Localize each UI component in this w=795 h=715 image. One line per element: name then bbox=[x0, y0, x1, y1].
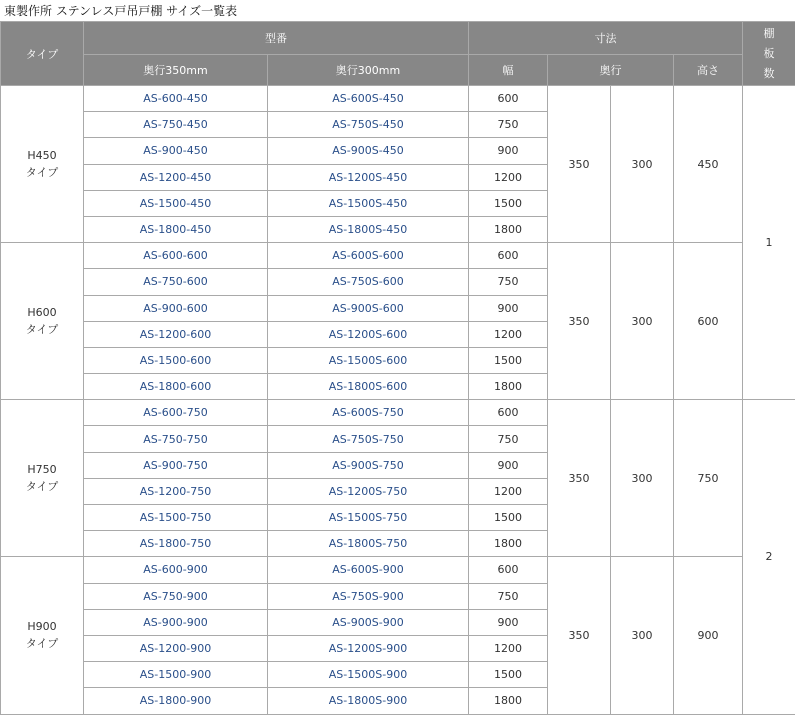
depth-350-cell: 350 bbox=[548, 557, 611, 714]
width-cell: 750 bbox=[469, 269, 548, 295]
table-row bbox=[1, 400, 795, 426]
model-300: AS-1200S-450 bbox=[268, 164, 469, 190]
header-shelf-count bbox=[743, 22, 795, 86]
width-cell: 750 bbox=[469, 426, 548, 452]
depth-350-cell: 350 bbox=[548, 86, 611, 243]
depth-300-cell: 300 bbox=[611, 557, 674, 714]
model-300: AS-1200S-900 bbox=[268, 635, 469, 661]
model-350: AS-1200-750 bbox=[84, 478, 268, 504]
width-cell: 900 bbox=[469, 295, 548, 321]
width-cell: 900 bbox=[469, 138, 548, 164]
model-350: AS-1200-600 bbox=[84, 321, 268, 347]
model-350: AS-1800-900 bbox=[84, 688, 268, 714]
width-cell: 900 bbox=[469, 452, 548, 478]
header-type: タイプ bbox=[1, 22, 84, 86]
height-cell: 450 bbox=[674, 86, 743, 243]
table-row bbox=[1, 243, 795, 269]
width-cell: 1800 bbox=[469, 374, 548, 400]
width-cell: 600 bbox=[469, 86, 548, 112]
model-300: AS-750S-600 bbox=[268, 269, 469, 295]
width-cell: 600 bbox=[469, 400, 548, 426]
header-shelf-count-char: 棚 bbox=[743, 24, 795, 44]
header-shelf-count-char: 板 bbox=[743, 44, 795, 64]
header-width: 幅 bbox=[469, 55, 548, 86]
header-depth-300: 奥行300mm bbox=[268, 55, 469, 86]
model-300: AS-1500S-450 bbox=[268, 190, 469, 216]
width-cell: 1500 bbox=[469, 347, 548, 373]
header-model: 型番 bbox=[84, 22, 469, 55]
model-350: AS-600-750 bbox=[84, 400, 268, 426]
width-cell: 750 bbox=[469, 112, 548, 138]
type-name: H750 bbox=[27, 463, 56, 476]
header-depth: 奥行 bbox=[548, 55, 674, 86]
page-title: 東製作所 ステンレス戸吊戸棚 サイズ一覧表 bbox=[4, 2, 237, 20]
model-300: AS-1500S-750 bbox=[268, 505, 469, 531]
width-cell: 1800 bbox=[469, 531, 548, 557]
depth-350-cell: 350 bbox=[548, 400, 611, 557]
height-cell: 600 bbox=[674, 243, 743, 400]
model-300: AS-1800S-750 bbox=[268, 531, 469, 557]
model-350: AS-1500-600 bbox=[84, 347, 268, 373]
width-cell: 1800 bbox=[469, 216, 548, 242]
model-350: AS-750-600 bbox=[84, 269, 268, 295]
model-300: AS-1800S-900 bbox=[268, 688, 469, 714]
model-350: AS-750-450 bbox=[84, 112, 268, 138]
width-cell: 1200 bbox=[469, 635, 548, 661]
model-300: AS-750S-450 bbox=[268, 112, 469, 138]
model-350: AS-1200-450 bbox=[84, 164, 268, 190]
model-350: AS-900-750 bbox=[84, 452, 268, 478]
width-cell: 1800 bbox=[469, 688, 548, 714]
model-300: AS-1800S-450 bbox=[268, 216, 469, 242]
type-suffix: タイプ bbox=[26, 480, 58, 493]
model-300: AS-600S-900 bbox=[268, 557, 469, 583]
model-350: AS-750-750 bbox=[84, 426, 268, 452]
type-name: H450 bbox=[27, 149, 56, 162]
header-height: 高さ bbox=[674, 55, 743, 86]
width-cell: 900 bbox=[469, 609, 548, 635]
type-name: H900 bbox=[27, 620, 56, 633]
width-cell: 1200 bbox=[469, 164, 548, 190]
width-cell: 600 bbox=[469, 243, 548, 269]
table-row bbox=[1, 557, 795, 583]
model-300: AS-900S-750 bbox=[268, 452, 469, 478]
model-350: AS-600-600 bbox=[84, 243, 268, 269]
header-shelf-count-char: 数 bbox=[743, 64, 795, 84]
model-300: AS-600S-450 bbox=[268, 86, 469, 112]
type-suffix: タイプ bbox=[26, 323, 58, 336]
model-350: AS-1800-450 bbox=[84, 216, 268, 242]
shelf-count-cell: 2 bbox=[743, 400, 795, 714]
model-350: AS-600-900 bbox=[84, 557, 268, 583]
model-300: AS-900S-900 bbox=[268, 609, 469, 635]
width-cell: 1200 bbox=[469, 321, 548, 347]
header-depth-350: 奥行350mm bbox=[84, 55, 268, 86]
model-300: AS-1200S-750 bbox=[268, 478, 469, 504]
model-300: AS-750S-900 bbox=[268, 583, 469, 609]
depth-350-cell: 350 bbox=[548, 243, 611, 400]
width-cell: 1500 bbox=[469, 662, 548, 688]
model-300: AS-600S-750 bbox=[268, 400, 469, 426]
size-table bbox=[0, 21, 795, 715]
model-350: AS-750-900 bbox=[84, 583, 268, 609]
type-name: H600 bbox=[27, 306, 56, 319]
model-300: AS-900S-600 bbox=[268, 295, 469, 321]
shelf-count-cell: 1 bbox=[743, 86, 795, 400]
model-350: AS-1200-900 bbox=[84, 635, 268, 661]
depth-300-cell: 300 bbox=[611, 86, 674, 243]
model-350: AS-900-900 bbox=[84, 609, 268, 635]
model-300: AS-1800S-600 bbox=[268, 374, 469, 400]
width-cell: 1500 bbox=[469, 505, 548, 531]
model-350: AS-600-450 bbox=[84, 86, 268, 112]
model-300: AS-750S-750 bbox=[268, 426, 469, 452]
model-350: AS-1800-750 bbox=[84, 531, 268, 557]
model-350: AS-1500-900 bbox=[84, 662, 268, 688]
header-size: 寸法 bbox=[469, 22, 743, 55]
model-300: AS-1200S-600 bbox=[268, 321, 469, 347]
height-cell: 750 bbox=[674, 400, 743, 557]
type-cell bbox=[1, 400, 84, 557]
type-cell bbox=[1, 86, 84, 243]
table-body bbox=[1, 86, 795, 715]
type-suffix: タイプ bbox=[26, 166, 58, 179]
model-350: AS-1800-600 bbox=[84, 374, 268, 400]
table-row bbox=[1, 86, 795, 112]
model-300: AS-1500S-600 bbox=[268, 347, 469, 373]
width-cell: 1200 bbox=[469, 478, 548, 504]
type-cell bbox=[1, 557, 84, 714]
type-suffix: タイプ bbox=[26, 637, 58, 650]
model-350: AS-1500-750 bbox=[84, 505, 268, 531]
height-cell: 900 bbox=[674, 557, 743, 714]
depth-300-cell: 300 bbox=[611, 243, 674, 400]
width-cell: 600 bbox=[469, 557, 548, 583]
width-cell: 750 bbox=[469, 583, 548, 609]
model-300: AS-900S-450 bbox=[268, 138, 469, 164]
model-300: AS-1500S-900 bbox=[268, 662, 469, 688]
width-cell: 1500 bbox=[469, 190, 548, 216]
depth-300-cell: 300 bbox=[611, 400, 674, 557]
type-cell bbox=[1, 243, 84, 400]
model-350: AS-900-600 bbox=[84, 295, 268, 321]
model-350: AS-900-450 bbox=[84, 138, 268, 164]
model-300: AS-600S-600 bbox=[268, 243, 469, 269]
model-350: AS-1500-450 bbox=[84, 190, 268, 216]
